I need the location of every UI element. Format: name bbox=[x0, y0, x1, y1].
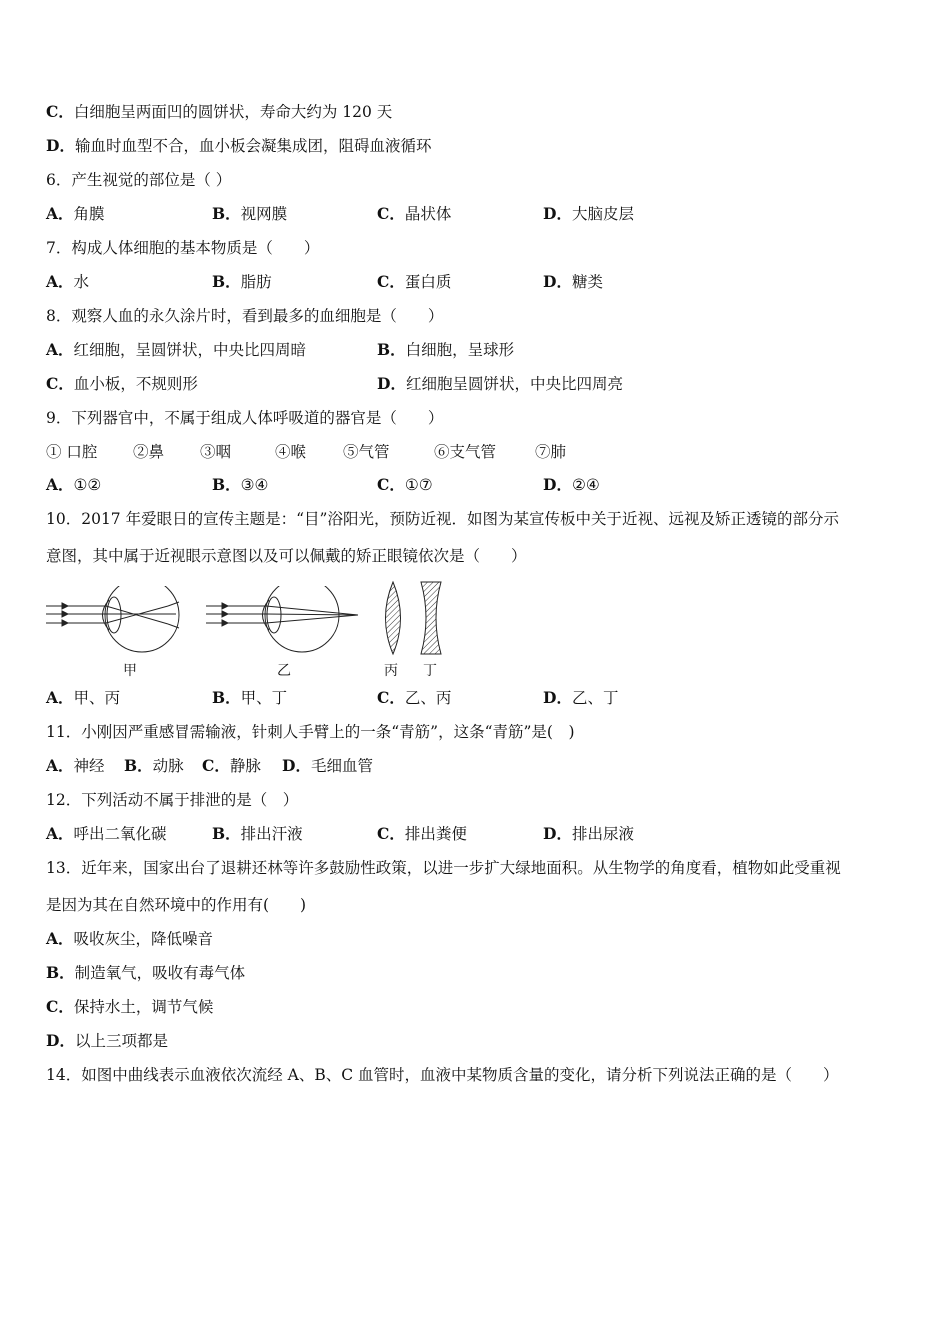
option-label: D． bbox=[543, 824, 572, 843]
option-label: A． bbox=[46, 204, 74, 223]
option-text: 毛细血管 bbox=[310, 757, 373, 775]
q12-option-b bbox=[212, 824, 303, 844]
option-label: C． bbox=[377, 688, 405, 707]
option-text: 白细胞，呈球形 bbox=[405, 341, 515, 359]
option-text: 吸收灰尘，降低噪音 bbox=[73, 930, 214, 948]
q6-option-c bbox=[377, 204, 451, 224]
q13-option-c bbox=[46, 997, 213, 1017]
q10-option-a bbox=[46, 688, 120, 708]
q9-option-b bbox=[212, 475, 268, 495]
q7-option-c bbox=[377, 272, 451, 292]
option-label: C． bbox=[377, 824, 405, 843]
q12-stem: 12．下列活动不属于排泄的是（ ） bbox=[46, 791, 299, 809]
q11-option-b bbox=[124, 756, 184, 776]
option-text: 大脑皮层 bbox=[571, 205, 634, 223]
q6-option-a bbox=[46, 204, 105, 224]
q8-option-c bbox=[46, 374, 198, 394]
option-label: D． bbox=[377, 374, 406, 393]
concave-lens-ding bbox=[418, 580, 444, 658]
q9-option-d bbox=[543, 475, 600, 495]
q13-option-d bbox=[46, 1031, 168, 1051]
option-label: C． bbox=[46, 102, 74, 121]
q8-stem: 8．观察人血的永久涂片时，看到最多的血细胞是（ ） bbox=[46, 307, 444, 325]
option-label: B． bbox=[377, 340, 406, 359]
q11-option-d bbox=[282, 756, 373, 776]
q6-option-b bbox=[212, 204, 287, 224]
q5-option-c bbox=[46, 102, 392, 122]
q8-option-a bbox=[46, 340, 306, 360]
option-text: 乙、丙 bbox=[404, 689, 452, 707]
q9-option-c bbox=[377, 475, 433, 495]
option-label: C． bbox=[377, 475, 405, 494]
q11-stem: 11．小刚因严重感冒需输液，针刺人手臂上的一条“青筋”，这条“青筋”是( ) bbox=[46, 723, 575, 741]
option-label: C． bbox=[46, 374, 74, 393]
q5-option-d bbox=[46, 136, 431, 156]
q9-item-3: ③咽 bbox=[200, 443, 232, 461]
option-text: 神经 bbox=[73, 757, 105, 775]
option-text: 输血时血型不合，血小板会凝集成团，阻碍血液循环 bbox=[74, 137, 432, 155]
option-label: D． bbox=[543, 688, 572, 707]
option-label: B． bbox=[212, 688, 241, 707]
option-label: B． bbox=[46, 963, 75, 982]
q9-item-5: ⑤气管 bbox=[343, 443, 390, 461]
option-label: C． bbox=[202, 756, 230, 775]
option-text: ①⑦ bbox=[404, 476, 433, 494]
option-text: 红细胞，呈圆饼状，中央比四周暗 bbox=[73, 341, 307, 359]
option-text: 蛋白质 bbox=[404, 273, 452, 291]
option-text: 静脉 bbox=[229, 757, 261, 775]
q14-stem: 14．如图中曲线表示血液依次流经 A、B、C 血管时，血液中某物质含量的变化，请分析下列说法正确的是（ ） bbox=[46, 1066, 839, 1084]
option-text: 排出汗液 bbox=[240, 825, 303, 843]
option-text: 血小板，不规则形 bbox=[73, 375, 198, 393]
q7-option-d bbox=[543, 272, 603, 292]
option-text: 晶状体 bbox=[404, 205, 452, 223]
q9-item-4: ④喉 bbox=[275, 443, 307, 461]
option-label: B． bbox=[212, 824, 241, 843]
q12-option-a bbox=[46, 824, 167, 844]
caption-yi: 乙 bbox=[277, 663, 291, 679]
option-label: D． bbox=[282, 756, 311, 775]
caption-bing: 丙 bbox=[384, 663, 398, 679]
option-text: ②④ bbox=[571, 476, 600, 494]
option-label: A． bbox=[46, 824, 74, 843]
q9-item-7: ⑦肺 bbox=[535, 443, 567, 461]
option-text: 视网膜 bbox=[240, 205, 288, 223]
q9-stem: 9．下列器官中，不属于组成人体呼吸道的器官是（ ） bbox=[46, 409, 444, 427]
option-text: 糖类 bbox=[571, 273, 603, 291]
option-label: D． bbox=[46, 136, 75, 155]
q9-option-a bbox=[46, 475, 101, 495]
option-text: 红细胞呈圆饼状，中央比四周亮 bbox=[405, 375, 623, 393]
option-label: D． bbox=[46, 1031, 75, 1050]
option-text: 动脉 bbox=[152, 757, 184, 775]
q13-option-b bbox=[46, 963, 245, 983]
option-text: 脂肪 bbox=[240, 273, 272, 291]
q13-option-a bbox=[46, 929, 213, 949]
q6-option-d bbox=[543, 204, 634, 224]
q13-stem-line2: 是因为其在自然环境中的作用有( ) bbox=[46, 896, 307, 914]
option-text: 白细胞呈两面凹的圆饼状，寿命大约为 120 天 bbox=[73, 103, 393, 121]
option-label: B． bbox=[212, 272, 241, 291]
option-text: 排出尿液 bbox=[571, 825, 634, 843]
eye-diagram-yi bbox=[206, 586, 361, 656]
q7-option-a bbox=[46, 272, 89, 292]
option-label: C． bbox=[377, 272, 405, 291]
q10-stem-line1: 10．2017 年爱眼日的宣传主题是：“目”浴阳光，预防近视．如图为某宣传板中关于近视、远视及矫正透镜的部分示 bbox=[46, 510, 839, 528]
q11-option-c bbox=[202, 756, 261, 776]
option-label: A． bbox=[46, 688, 74, 707]
q10-option-d bbox=[543, 688, 618, 708]
caption-jia: 甲 bbox=[123, 663, 137, 679]
option-label: C． bbox=[46, 997, 74, 1016]
option-label: A． bbox=[46, 756, 74, 775]
option-label: D． bbox=[543, 272, 572, 291]
option-text: 水 bbox=[73, 273, 90, 291]
q13-stem-line1: 13．近年来，国家出台了退耕还林等许多鼓励性政策，以进一步扩大绿地面积。从生物学的角度看，植物如此受重视 bbox=[46, 859, 841, 877]
option-label: A． bbox=[46, 475, 74, 494]
option-label: D． bbox=[543, 204, 572, 223]
option-text: ③④ bbox=[240, 476, 269, 494]
option-label: C． bbox=[377, 204, 405, 223]
q10-option-b bbox=[212, 688, 287, 708]
option-label: A． bbox=[46, 272, 74, 291]
q8-option-b bbox=[377, 340, 514, 360]
option-text: 保持水土，调节气候 bbox=[73, 998, 214, 1016]
option-text: 角膜 bbox=[73, 205, 105, 223]
q7-option-b bbox=[212, 272, 272, 292]
q12-option-c bbox=[377, 824, 467, 844]
q9-item-1: ① 口腔 bbox=[46, 443, 98, 461]
q9-item-2: ②鼻 bbox=[133, 443, 165, 461]
option-text: 呼出二氧化碳 bbox=[73, 825, 167, 843]
caption-ding: 丁 bbox=[423, 663, 437, 679]
q7-stem: 7．构成人体细胞的基本物质是（ ） bbox=[46, 239, 320, 257]
q10-option-c bbox=[377, 688, 451, 708]
q11-option-a bbox=[46, 756, 105, 776]
option-label: B． bbox=[124, 756, 153, 775]
option-text: ①② bbox=[73, 476, 102, 494]
q12-option-d bbox=[543, 824, 634, 844]
option-label: D． bbox=[543, 475, 572, 494]
option-label: A． bbox=[46, 340, 74, 359]
option-label: B． bbox=[212, 475, 241, 494]
option-text: 制造氧气，吸收有毒气体 bbox=[74, 964, 246, 982]
q6-stem: 6．产生视觉的部位是（ ） bbox=[46, 171, 232, 189]
option-text: 排出粪便 bbox=[404, 825, 467, 843]
option-label: A． bbox=[46, 929, 74, 948]
q9-item-6: ⑥支气管 bbox=[434, 443, 497, 461]
q8-option-d bbox=[377, 374, 623, 394]
convex-lens-bing bbox=[378, 580, 408, 658]
option-text: 甲、丁 bbox=[240, 689, 288, 707]
option-text: 甲、丙 bbox=[73, 689, 121, 707]
q10-stem-line2: 意图，其中属于近视眼示意图以及可以佩戴的矫正眼镜依次是（ ） bbox=[46, 547, 527, 565]
option-label: B． bbox=[212, 204, 241, 223]
eye-diagram-jia bbox=[46, 586, 191, 656]
option-text: 以上三项都是 bbox=[74, 1032, 168, 1050]
option-text: 乙、丁 bbox=[571, 689, 619, 707]
